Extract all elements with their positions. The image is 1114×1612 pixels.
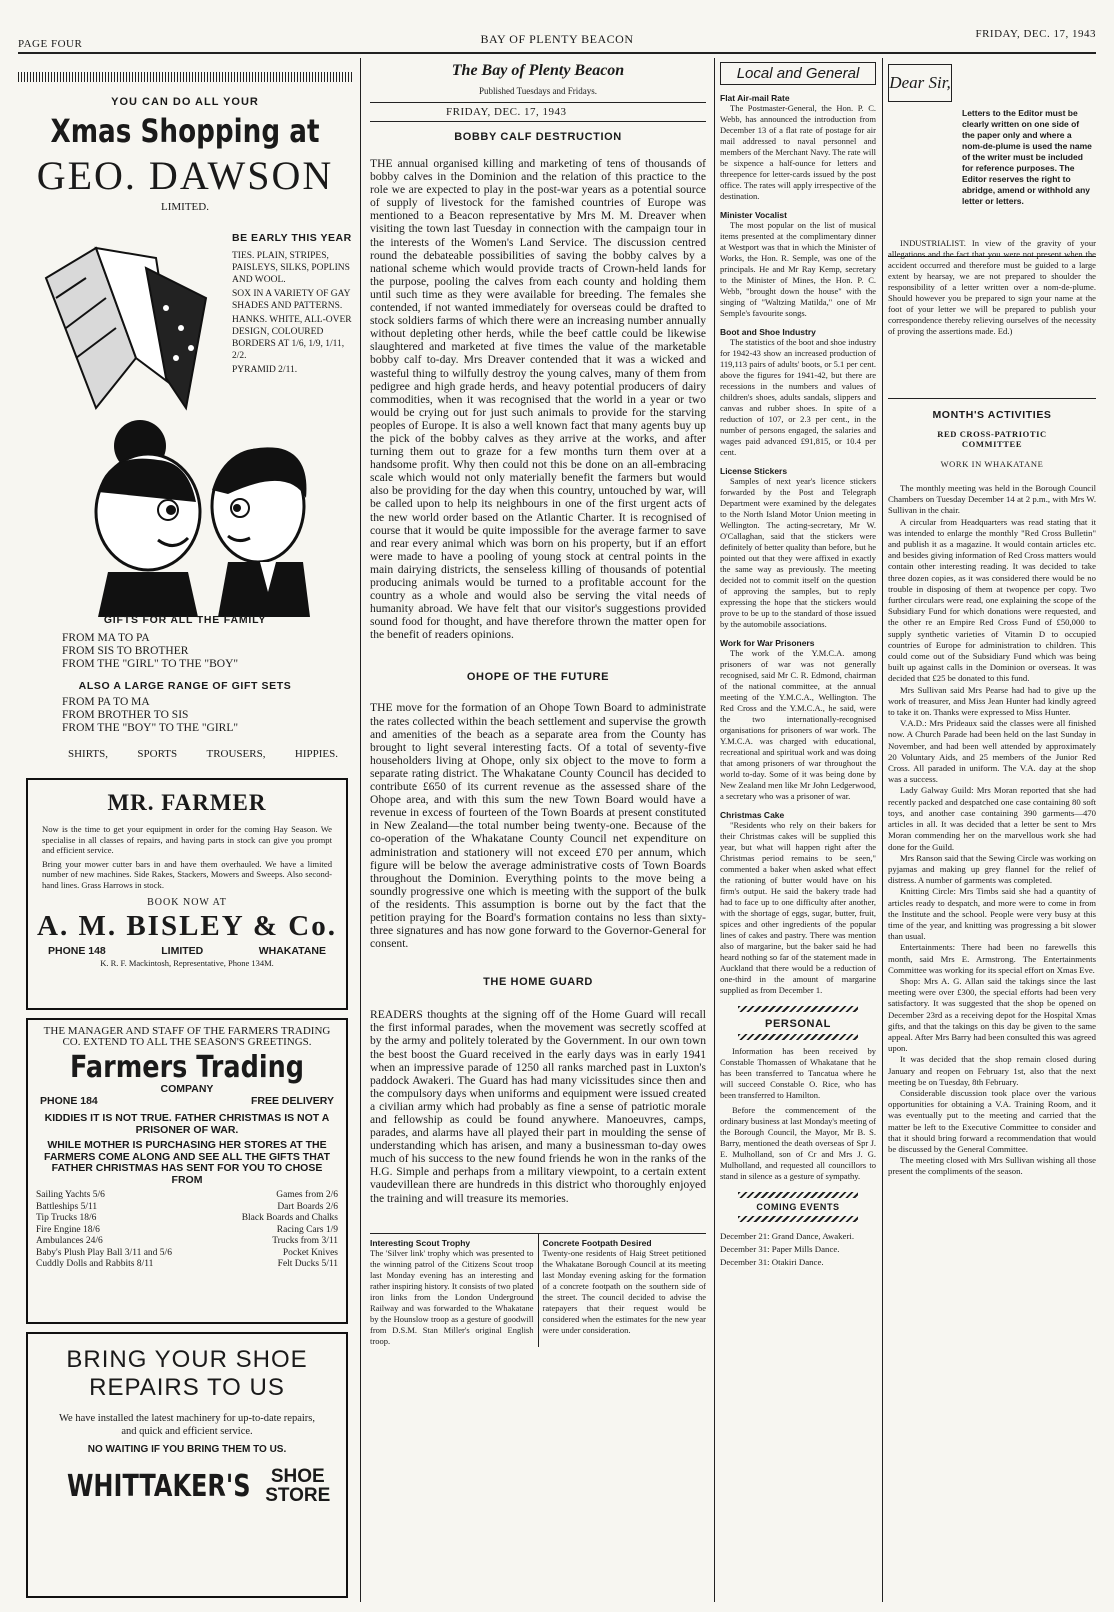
farmers-phone: PHONE 184 bbox=[40, 1095, 98, 1107]
whittaker-nowait: NO WAITING IF YOU BRING THEM TO US. bbox=[87, 1444, 287, 1455]
local-title: Local and General bbox=[720, 62, 876, 85]
toy-item: Black Boards and Chalks bbox=[241, 1213, 338, 1223]
couple-illustration bbox=[78, 402, 318, 622]
toy-row bbox=[36, 1225, 338, 1237]
letters-reply: INDUSTRIALIST. In view of the gravity of your allegations and the fact that you were not present when the accident occurred and therefore must be guided to a large extent by hearsay, we are not prepared to shoulder the responsibility of a letter written over a nom-de-plume. Should however you be prepared to sign your name at the foot of your letter we will be prepared to publish your correspondence thereby relieving ourselves of the necessity of proving the assertions made. Ed.) bbox=[888, 238, 1096, 336]
dear-sir-logo: Dear Sir, bbox=[888, 64, 952, 102]
dawson-from-list-2 bbox=[62, 696, 238, 735]
news-item-text: "Residents who rely on their bakers for their Christmas cakes will be supplied this year, but what will happen right after the Christmas period remains to be seen," commented a baker when asked what effect the rationing of butter would have on his firm's output. He said the bakery trade had had to face up to one difficulty after another, with the shortage of eggs, sugar, butter, fruit, spices and other ingredients of the popular lines of cakes and pastry. There was mention also of margarine, but the baker said he had heard nothing so far of the statement made in Auckland that there would be a reduction of one-third in the amount of margarine supplied as from December 1. bbox=[720, 820, 876, 995]
list-item: FROM THE "BOY" TO THE "GIRL" bbox=[62, 722, 239, 734]
toy-row bbox=[36, 1202, 338, 1214]
activities-heading: MONTH'S ACTIVITIES bbox=[932, 409, 1052, 421]
report-paragraph: Entertainments: There had been no farewells this month, said Mrs E. Armstrong. The Entertainments Committee was working for its special effort on Xmas Eve. bbox=[888, 942, 1096, 975]
hatch-border bbox=[18, 72, 352, 82]
dawson-from-list-1 bbox=[62, 632, 238, 671]
farmers-company: COMPANY bbox=[160, 1083, 214, 1095]
bisley-contact bbox=[48, 945, 326, 957]
wavy-rule bbox=[738, 1034, 858, 1040]
farmers-mother: WHILE MOTHER IS PURCHASING HER STORES AT THE FARMERS COME ALONG AND SEE ALL THE GIFTS THAT FATHER CHRISTMAS HAS SENT FOR YOU TO CHOSE FROM bbox=[43, 1139, 331, 1186]
dawson-line1: YOU CAN DO ALL YOUR bbox=[111, 96, 259, 108]
news-item-text: Samples of next year's licence stickers forwarded by the Post and Telegraph Department were examined by the delegates to the North Island Motor Union meeting in Wellington. The acting-secretary, Mr W. O'Callaghan, said that the stickers were definitely of better quality than before, but he pointed out that they were affixed in exactly the same way as previously. The meeting decided not to commit itself on the question of approving the samples, but to reply expressing the hope that the stickers would prove to be up to the standard of those issued by the automobile associations. bbox=[720, 476, 876, 629]
footer-item: SPORTS bbox=[137, 748, 178, 760]
news-item-text: The statistics of the boot and shoe industry for 1942-43 show an increased production of 119,113 pairs of adults' boots, or 5.1 per cent. above the figures for 1941-42, but there are recessions in the numbers and values of children's shoes, adults sandals, slippers and canvas and rubber shoes. In spite of a reduction of 107, or 2.3 per cent., in the number of persons engaged, the salaries and wages paid advanced £91,815, or 10.4 per cent. bbox=[720, 337, 876, 457]
bisley-title: MR. FARMER bbox=[107, 790, 267, 815]
letters-notice: Letters to the Editor must be clearly written on one side of the paper only and where a nom-de-plume is used the name of the writer must be included for reference purposes. The Editor reserves the right to abridge, amend or withhold any letter or letters. bbox=[962, 108, 1092, 206]
column-rule bbox=[882, 58, 883, 1602]
editorial-para: THE annual organised killing and marketing of tens of thousands of bobby calves in the Dominion and the relation of this practice to the role we are expected to play in the post-war years as a potential source of supply of livestock for the famished countries of Europe was mentioned to a Beacon representative by Mrs M. M. Dreaver when visiting the town last Tuesday in connection with the campaign tour in the interests of the Women's Land Service. The discussion centred round the debateable possibilities of saving the bobby calves by a national scheme which would provide tracts of Crown-held lands for the purpose, pooling the calves from each county and holding them until such time as they were available for breeding. The females she contended, if not wanted immediately for overseas could be drafted to stock soldiers farms of which there were an increasing number annually without depleting other herds, while the beef cattle could be likewise slaughtered and marketed at five times the value of the marketable bobby calf to-day. Mrs Dreaver contended that it was a wicked and wasteful thing to wilfully destroy the young calves, many of them from pedigree and high grade herds, and heavy potential producers of dairy commodities, when it was recognised that the world in a year or two would be crying out for just such animals to provide for the starving peoples of Europe. It is also a well known fact that many agents buy up the pick of the bobby calves as they arrive at the works, and after turning them out to graze for a few months turn them over at a handsome profit. Why then could not this be done on an all-embracing scale which would not only materially benefit the farmers but would also be providing for the day when this country, untouched by war, will be called upon to help its neighbours in one of the first urgent acts of the new world order based on the Atlantic Charter. It is recognised of course that it would be quite impossible for the average farmer to save and rear every animal which was born on his property, but if an effort were made to have a pooling of young stock at central points in the main dairying districts, the senseless killing of thousands of potential producing animals would be turned to a profitable account for the country as a whole and would also be serving the vital needs of humanity abroad. We have felt that our visitor's suggestions provided sound food for thought, and have therefore thrown the matter open for the benefit of readers opinions. bbox=[370, 157, 706, 642]
event-item: December 31: Paper Mills Dance. bbox=[720, 1244, 840, 1254]
divider bbox=[370, 102, 706, 103]
news-item-heading: Boot and Shoe Industry bbox=[720, 327, 816, 337]
list-item: FROM SIS TO BROTHER bbox=[62, 645, 189, 657]
dawson-early: BE EARLY THIS YEAR bbox=[232, 232, 352, 244]
toy-list bbox=[36, 1190, 338, 1271]
wavy-rule bbox=[738, 1006, 858, 1012]
footer-item: SHIRTS, bbox=[68, 748, 108, 760]
work-heading: WORK IN WHAKATANE bbox=[940, 459, 1044, 469]
toy-item: Tip Trucks 18/6 bbox=[36, 1213, 97, 1223]
personal-para: Information has been received by Constable Thomassen of Whakatane that he has been transferred to Tancatua where he will succeed Constable O. Rice, who has been transferred to Hamilton. bbox=[720, 1046, 876, 1100]
brief bbox=[370, 1234, 539, 1347]
personal-para: Before the commencement of the ordinary business at last Monday's meeting of the Borough Council, the Mayor, Mr B. S. Barry, mentioned the death overseas of Spr J. E. Mulholland, son of Cr and Mrs J. G. Mulholland, and requested all councillors to stand in silence as a gesture of sympathy. bbox=[720, 1105, 876, 1181]
news-item-heading: Christmas Cake bbox=[720, 810, 785, 820]
report-paragraph: It was decided that the shop remain closed during January and reopen on February 1st, also that the next meeting be on Tuesday, 8th February. bbox=[888, 1054, 1096, 1087]
dawson-footer bbox=[68, 748, 338, 760]
committee-heading: RED CROSS-PATRIOTIC COMMITTEE bbox=[937, 429, 1047, 449]
news-item-heading: Work for War Prisoners bbox=[720, 638, 815, 648]
column-rule bbox=[360, 58, 361, 1602]
local-column bbox=[720, 60, 876, 1600]
published-line: Published Tuesdays and Fridays. bbox=[478, 86, 597, 96]
red-cross-report bbox=[888, 483, 1096, 1178]
dawson-name: GEO. DAWSON bbox=[36, 153, 334, 198]
shoe-word: SHOE bbox=[270, 1466, 325, 1487]
toy-item: Pocket Knives bbox=[282, 1247, 338, 1258]
whittaker-line2: REPAIRS TO US bbox=[89, 1374, 285, 1401]
dawson-pyramid: PYRAMID 2/11. bbox=[232, 365, 298, 375]
dawson-ties: TIES. PLAIN, STRIPES, PAISLEYS, SILKS, POPLINS AND WOOL. bbox=[232, 251, 350, 285]
toy-item: Trucks from 3/11 bbox=[272, 1236, 338, 1246]
toy-row bbox=[36, 1190, 338, 1202]
dawson-details bbox=[232, 232, 352, 376]
news-item-text: The most popular on the list of musical items presented at the complimentary dinner at Westport was that in which the Minister of Works, the Hon. R. Semple, was one of the principals. He and Mr Ray Kemp, secretary to the Minister of Mines, the Hon. P. C. Webb, "brought down the house" with the singing of "Waltzing Matilda," one of Mr Semple's favourite songs. bbox=[720, 220, 876, 318]
editorial-heading: OHOPE OF THE FUTURE bbox=[466, 671, 610, 684]
farmers-intro: THE MANAGER AND STAFF OF THE FARMERS TRADING CO. EXTEND TO ALL THE SEASON'S GREETINGS. bbox=[43, 1025, 331, 1048]
store-word: STORE bbox=[265, 1485, 331, 1506]
farmers-contact bbox=[40, 1095, 334, 1107]
news-item-heading: License Stickers bbox=[720, 466, 788, 476]
header-date: FRIDAY, DEC. 17, 1943 bbox=[975, 28, 1096, 40]
wavy-rule bbox=[738, 1216, 858, 1222]
brief-text: The 'Silver link' trophy which was presented to the winning patrol of the Citizens Scout troop last Monday evening has an interesting and rather inspiring history. It consists of two plated iron links from the London Underground Railway and was forwarded to the Whakatane by the Hounslow troop as a gesture of goodwill from D.S.M. Stan Miller's original English troop. bbox=[370, 1247, 534, 1346]
coming-events-heading: COMING EVENTS bbox=[756, 1202, 840, 1212]
dawson-limited: LIMITED. bbox=[161, 201, 209, 213]
bisley-rep: K. R. F. Mackintosh, Representative, Phone 134M. bbox=[100, 957, 274, 968]
toy-item: Felt Ducks 5/11 bbox=[277, 1259, 338, 1269]
editorial-para: READERS thoughts at the signing off of the Home Guard will recall the first informal parades, when the movement was secretly scoffed at by the army and politely tolerated by the Government. In our own town the best boost the Guard received in the early days was in early 1941 when an impressive parade of 1250 all ranks marched past in Luxton's paddock Awakeri. The Guard has had many vicissitudes since then and the compulsory days when uniforms and equipment were issued created a civilian army which had probably as fine a sense of patriotic morale and fellowship as could be found anywhere. Manoeuvres, camps, parades, and alarms have all played their part in moulding the sense of understanding which has arisen, and many a businessman to-day owes much of his success to the new found friends he won in the ranks of the H.G. Simple and perhaps from a military viewpoint, to a certain extent vaudevillean there are hundreds in this district who thoroughly enjoyed the training and will treasure its memories. bbox=[370, 1008, 706, 1205]
dawson-headline: Xmas Shopping at bbox=[50, 112, 320, 150]
report-paragraph: Considerable discussion took place over the various opportunities for obtaining a V.A. Training Room, and it was eventually put to the meeting and carried that the matter be left to the Executive Committee to consider and that it should bring forward a recommendation that would be discussed by the General Committee. bbox=[888, 1087, 1096, 1154]
brief-heading: Interesting Scout Trophy bbox=[370, 1237, 471, 1248]
report-paragraph: The monthly meeting was held in the Borough Council Chambers on Tuesday December 14 at 2 p.m., with Mrs W. Sullivan in the chair. bbox=[888, 483, 1096, 516]
ties-illustration bbox=[26, 238, 226, 418]
bisley-book: BOOK NOW AT bbox=[147, 896, 227, 908]
footer-item: HIPPIES. bbox=[294, 748, 338, 760]
brief bbox=[539, 1234, 707, 1347]
toy-item: Dart Boards 2/6 bbox=[277, 1201, 338, 1212]
report-paragraph: The meeting closed with Mrs Sullivan wishing all those present the compliments of the season. bbox=[888, 1155, 1096, 1177]
masthead: The Bay of Plenty Beacon bbox=[451, 62, 625, 79]
whittaker-logo bbox=[28, 1467, 346, 1505]
toy-item: Ambulances 24/6 bbox=[36, 1236, 103, 1246]
bisley-limited: LIMITED bbox=[161, 944, 204, 957]
editorial-heading: BOBBY CALF DESTRUCTION bbox=[454, 131, 622, 143]
report-paragraph: Mrs Sullivan said Mrs Pearse had had to give up the work of treasurer, and Miss Jean Hunter had kindly agreed to take it on. Thanks were expressed to Miss Hunter. bbox=[888, 684, 1096, 718]
bisley-body bbox=[42, 824, 332, 891]
toy-item: Battleships 5/11 bbox=[36, 1201, 98, 1212]
divider bbox=[888, 398, 1096, 399]
toy-item: Cuddly Dolls and Rabbits 8/11 bbox=[36, 1259, 154, 1269]
news-item-heading: Flat Air-mail Rate bbox=[720, 93, 790, 103]
page-number: PAGE FOUR bbox=[18, 38, 83, 50]
editorial-para: THE move for the formation of an Ohope Town Board to administrate the rates collected within the beach settlement and supervise the growth and amenities of the beach as a separate area from the County has brought to light several interesting facts. Of a total of seventy-five householders living at Ohope, only six object to the move to form a separate rating district. The Whakatane County Council has decided to contribute £650 of its current revenue as the assessed share of the Ohope area, and with this sum the new Town Board would have a revenue in excess of fourteen of the Town Boards at present constituted in New Zealand—the total number being twenty-one. Because of the co-operation of the Whakatane County Council net expenditure on administration and stationery will not exceed £70 per annum, which figure will be below the average administrative costs of Town Boards throughout the Dominion. Everything points to the move being a soundly progressive one which is meeting with the support of the bulk of the residents. This assumption is borne out by the fact that the petition praying for the Board's formation contains no less than sixty-three signatures and has now gone forward to the Governor-General for consent. bbox=[370, 701, 706, 951]
dawson-hanks: HANKS. WHITE, ALL-OVER DESIGN, COLOURED BORDERS AT 1/6, 1/9, 1/11, 2/2. bbox=[232, 315, 352, 361]
page-header bbox=[18, 8, 1096, 50]
event-item: December 21: Grand Dance, Awakeri. bbox=[720, 1231, 855, 1241]
bisley-phone: PHONE 148 bbox=[48, 944, 106, 957]
local-items bbox=[720, 93, 876, 996]
toy-row bbox=[36, 1236, 338, 1248]
toy-item: Sailing Yachts 5/6 bbox=[36, 1190, 105, 1200]
paper-name: BAY OF PLENTY BEACON bbox=[480, 32, 634, 46]
news-item-text: The work of the Y.M.C.A. among prisoners of war was not generally recognised, said Mr C. R. Edmond, chairman of the national committee, at the annual meeting of the Y.M.C.A., Wellington. The Red Cross and the Y.M.C.A., he said, were the two internationally-recognised organisations for prisoners of war work. The Y.M.C.A. was charged with educational, recreational and spiritual work and was doing that among prisoners of war throughout the world to-day. Some of it was being done by New Zealand men like Mr John Ledgerwood, a secretary who was a prisoner of war. bbox=[720, 648, 876, 801]
list-item: FROM THE "GIRL" TO THE "BOY" bbox=[62, 658, 239, 670]
list-item: FROM PA TO MA bbox=[62, 696, 150, 708]
toy-item: Games from 2/6 bbox=[276, 1190, 338, 1200]
letters-column bbox=[888, 60, 1096, 1600]
whittaker-line1: BRING YOUR SHOE bbox=[66, 1346, 308, 1373]
report-paragraph: A circular from Headquarters was read stating that it was intended to enlarge the monthly "Red Cross Bulletin" and publish it as a magazine. It would contain articles etc. and besides giving information of Red Cross matters would contain other interesting reading. It was decided to take three dozen copies, as it was considered there would be no trouble in disposing of them at twopence per copy. Two further circulars were read, one explaining the scope of the Subsidiary Fund for which donations were requested, and the other re an Empire Red Cross Fund of £50,000 to supply synthetic varieties of Vitamin D to occupied countries of Europe for administration to children. This could come out of the Subsidiary Fund which was being built up against calls in the Dominion or overseas. It was decided that £25 be donated to this fund. bbox=[888, 516, 1096, 684]
editorial-column bbox=[370, 60, 706, 1600]
brief-heading: Concrete Footpath Desired bbox=[542, 1237, 652, 1248]
dawson-range: ALSO A LARGE RANGE OF GIFT SETS bbox=[78, 680, 292, 692]
toy-row bbox=[36, 1213, 338, 1225]
bisley-town: WHAKATANE bbox=[258, 944, 326, 957]
whittaker-shoe-store bbox=[265, 1467, 330, 1505]
list-item: FROM BROTHER TO SIS bbox=[62, 709, 189, 721]
toy-row bbox=[36, 1259, 338, 1271]
activities-section bbox=[888, 398, 1096, 1178]
list-item: FROM MA TO PA bbox=[62, 632, 150, 644]
header-rule bbox=[18, 52, 1096, 54]
column-rule bbox=[714, 58, 715, 1602]
personal-heading: PERSONAL bbox=[765, 1018, 831, 1030]
report-paragraph: Shop: Mrs A. G. Allan said the takings since the last meeting were over £300, the special efforts had been very satisfactory. It was suggested that the shop be opened on December 23rd as a receiving depot for the Hospital Xmas gifts, and that the takings on this day be given to the same appeal. After Mrs Barry had been consulted this was agreed upon. bbox=[888, 975, 1096, 1054]
editorial-heading: THE HOME GUARD bbox=[483, 976, 593, 989]
bisley-para: Bring your mower cutter bars in and have them overhauled. We have a limited number of new machines. Side Rakes, Stackers, Mowers and Sweeps. Also second-hand lines. Grass Harrows in stock. bbox=[42, 858, 332, 890]
farmers-delivery: FREE DELIVERY bbox=[250, 1095, 334, 1107]
toy-item: Baby's Plush Play Ball 3/11 and 5/6 bbox=[36, 1247, 172, 1258]
events-list bbox=[720, 1230, 876, 1269]
dawson-sox: SOX IN A VARIETY OF GAY SHADES AND PATTERNS. bbox=[232, 289, 351, 311]
editorial-briefs bbox=[370, 1233, 706, 1347]
report-paragraph: V.A.D.: Mrs Prideaux said the classes were all finished now. A Church Parade had been held on the last Sunday in November, and had been well attended by approximately 20 Voluntary Aids, and 25 members of the Junior Red Cross. All paraded in uniform. The V.A. day at the shop was a success. bbox=[888, 718, 1096, 785]
farmers-name: Farmers Trading bbox=[70, 1050, 304, 1085]
report-paragraph: Mrs Ranson said that the Sewing Circle was working on pyjamas and making up grey flannel for the relief of distress. A number of garments was completed. bbox=[888, 852, 1096, 886]
dawson-ad bbox=[18, 72, 352, 768]
divider bbox=[370, 121, 706, 122]
dawson-gifts: GIFTS FOR ALL THE FAMILY bbox=[103, 614, 267, 626]
news-item-text: The Postmaster-General, the Hon. P. C. Webb, has announced the introduction from December 13 of a flat rate of postage for air mail addressed to naval personnel and members of the Merchant Navy. The rate will be sixpence a half-ounce for letters and threepence for letter-cards issued by the post office. The rates will apply irrespective of the destination. bbox=[720, 103, 876, 201]
report-paragraph: Knitting Circle: Mrs Timbs said she had a quantity of articles ready to despatch, and more were to come in from the Institute and the school. People were very busy at this time of the year, and knitting was progressing a bit slower than usual. bbox=[888, 886, 1096, 942]
toy-row bbox=[36, 1248, 338, 1260]
editorial-date: FRIDAY, DEC. 17, 1943 bbox=[446, 106, 567, 118]
brief-text: Twenty-one residents of Haig Street petitioned the Whakatane Borough Council at its meeting last Monday evening asking for the formation of a concrete footpath on the southern side of the street. The council decided to advise the ratepayers that their request would be considered when the estimates for the new year were under consideration. bbox=[542, 1247, 706, 1335]
whittaker-name: WHITTAKER'S bbox=[66, 1468, 251, 1504]
farmers-ad bbox=[26, 1018, 348, 1324]
footer-item: TROUSERS, bbox=[206, 748, 266, 760]
toy-item: Racing Cars 1/9 bbox=[276, 1224, 338, 1235]
news-item-heading: Minister Vocalist bbox=[720, 210, 787, 220]
bisley-name: A. M. BISLEY & Co. bbox=[37, 909, 337, 942]
event-item: December 31: Otakiri Dance. bbox=[720, 1257, 824, 1267]
bisley-ad bbox=[26, 778, 348, 1010]
report-paragraph: Lady Galway Guild: Mrs Moran reported that she had recently packed and despatched one case containing 80 soft toys, and another case containing 390 garments—470 articles in all. It was decided that a letter be sent to Mrs Moran commending her on the marvellous work she had done for the Guild. bbox=[888, 785, 1096, 852]
farmers-kiddies: KIDDIES IT IS NOT TRUE. FATHER CHRISTMAS IS NOT A PRISONER OF WAR. bbox=[44, 1112, 330, 1136]
toy-item: Fire Engine 18/6 bbox=[36, 1224, 100, 1235]
whittaker-para: We have installed the latest machinery for up-to-date repairs, and quick and efficient service. bbox=[58, 1413, 315, 1437]
wavy-rule bbox=[738, 1192, 858, 1198]
whittaker-ad bbox=[26, 1332, 348, 1598]
bisley-para: Now is the time to get your equipment in order for the coming Hay Season. We specialise in all classes of repairs, and having parts in stock can give you prompt and efficient service. bbox=[42, 824, 332, 856]
